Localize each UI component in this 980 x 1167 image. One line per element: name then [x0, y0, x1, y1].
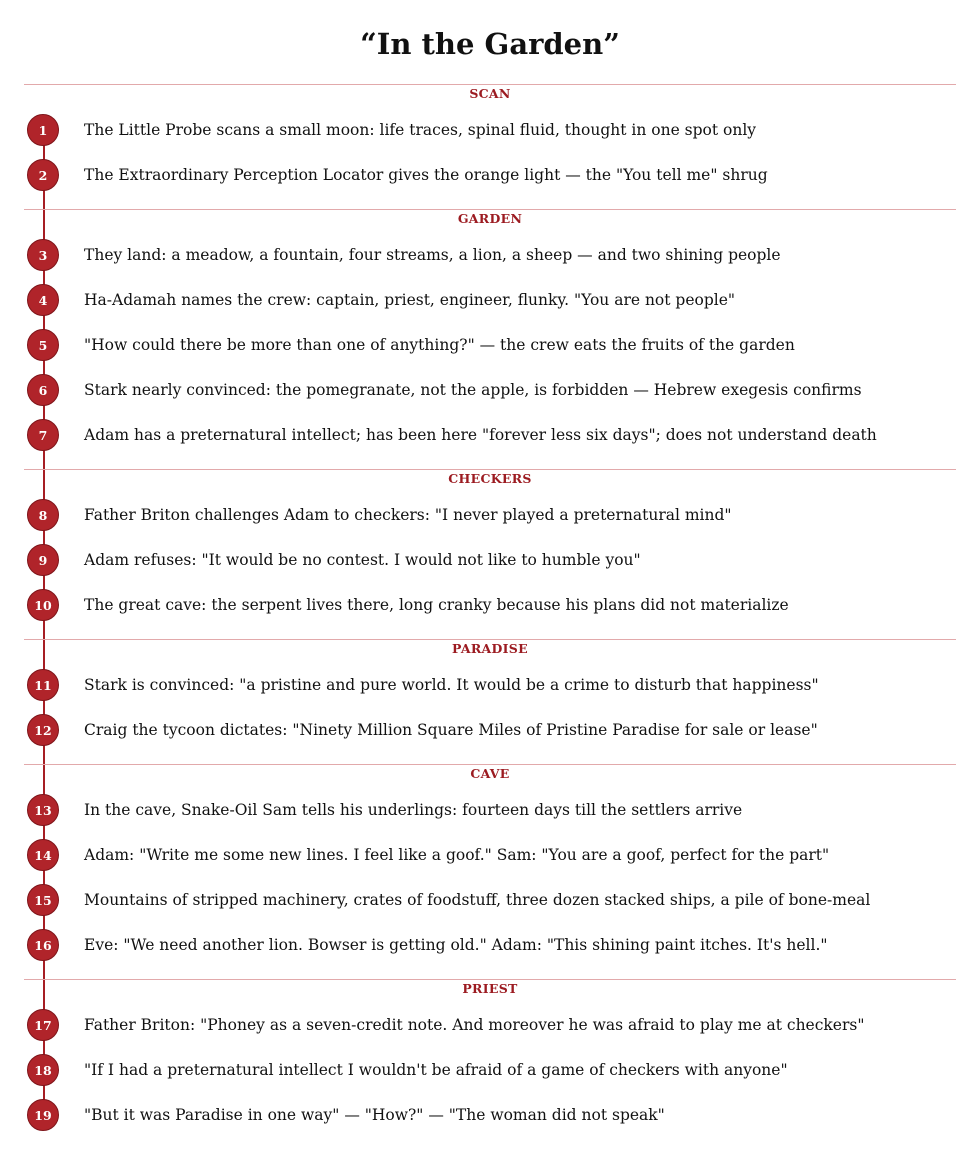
- event-number-badge: 10: [27, 589, 59, 621]
- section-label: PRIEST: [462, 981, 518, 996]
- section-label: SCAN: [469, 86, 511, 101]
- event-number-badge: 16: [27, 929, 59, 961]
- event-number-badge: 7: [27, 419, 59, 451]
- event-number-badge: 5: [27, 329, 59, 361]
- event-number-badge: 4: [27, 284, 59, 316]
- event-text: Father Briton: "Phoney as a seven-credit note. And moreover he was afraid to play me at checkers": [84, 1016, 865, 1034]
- event-number-badge: 12: [27, 714, 59, 746]
- section-divider: [24, 979, 956, 980]
- event-text: They land: a meadow, a fountain, four streams, a lion, a sheep — and two shining people: [84, 246, 781, 264]
- event-number-badge: 15: [27, 884, 59, 916]
- event-number-badge: 14: [27, 839, 59, 871]
- event-text: Adam has a preternatural intellect; has been here "forever less six days"; does not understand death: [84, 426, 877, 444]
- event-text: "How could there be more than one of anything?" — the crew eats the fruits of the garden: [84, 336, 795, 354]
- page-title: “In the Garden”: [360, 27, 620, 61]
- event-number-badge: 8: [27, 499, 59, 531]
- event-number-badge: 17: [27, 1009, 59, 1041]
- event-number-badge: 19: [27, 1099, 59, 1131]
- event-number-badge: 13: [27, 794, 59, 826]
- event-number-badge: 18: [27, 1054, 59, 1086]
- event-text: In the cave, Snake-Oil Sam tells his underlings: fourteen days till the settlers arrive: [84, 801, 743, 819]
- event-text: Adam refuses: "It would be no contest. I would not like to humble you": [84, 551, 641, 569]
- section-label: PARADISE: [452, 641, 528, 656]
- event-text: The Extraordinary Perception Locator gives the orange light — the "You tell me" shrug: [84, 166, 768, 184]
- timeline-connector-line: [43, 130, 45, 1115]
- section-divider: [24, 469, 956, 470]
- event-text: Ha-Adamah names the crew: captain, priest, engineer, flunky. "You are not people": [84, 291, 736, 309]
- event-number-badge: 11: [27, 669, 59, 701]
- event-number-badge: 2: [27, 159, 59, 191]
- section-label: GARDEN: [457, 211, 523, 226]
- event-text: Eve: "We need another lion. Bowser is getting old." Adam: "This shining paint itches. It's hell.": [84, 936, 828, 954]
- event-number-badge: 6: [27, 374, 59, 406]
- event-text: "If I had a preternatural intellect I wouldn't be afraid of a game of checkers with anyone": [84, 1061, 788, 1079]
- section-label: CAVE: [470, 766, 510, 781]
- section-divider: [24, 639, 956, 640]
- event-text: "But it was Paradise in one way" — "How?" — "The woman did not speak": [84, 1106, 665, 1124]
- event-number-badge: 9: [27, 544, 59, 576]
- section-divider: [24, 764, 956, 765]
- section-divider: [24, 209, 956, 210]
- event-text: Stark nearly convinced: the pomegranate, not the apple, is forbidden — Hebrew exegesis confirms: [84, 381, 862, 399]
- section-label: CHECKERS: [448, 471, 532, 486]
- event-text: Craig the tycoon dictates: "Ninety Million Square Miles of Pristine Paradise for sale or lease": [84, 721, 818, 739]
- event-text: The great cave: the serpent lives there, long cranky because his plans did not materialize: [84, 596, 789, 614]
- event-number-badge: 3: [27, 239, 59, 271]
- event-text: Mountains of stripped machinery, crates of foodstuff, three dozen stacked ships, a pile of bone-meal: [84, 891, 871, 909]
- event-text: Stark is convinced: "a pristine and pure world. It would be a crime to disturb that happiness": [84, 676, 819, 694]
- section-divider: [24, 84, 956, 85]
- event-text: Adam: "Write me some new lines. I feel like a goof." Sam: "You are a goof, perfect for the part": [84, 846, 830, 864]
- event-text: The Little Probe scans a small moon: life traces, spinal fluid, thought in one spot only: [84, 121, 757, 139]
- event-text: Father Briton challenges Adam to checkers: "I never played a preternatural mind": [84, 506, 732, 524]
- event-number-badge: 1: [27, 114, 59, 146]
